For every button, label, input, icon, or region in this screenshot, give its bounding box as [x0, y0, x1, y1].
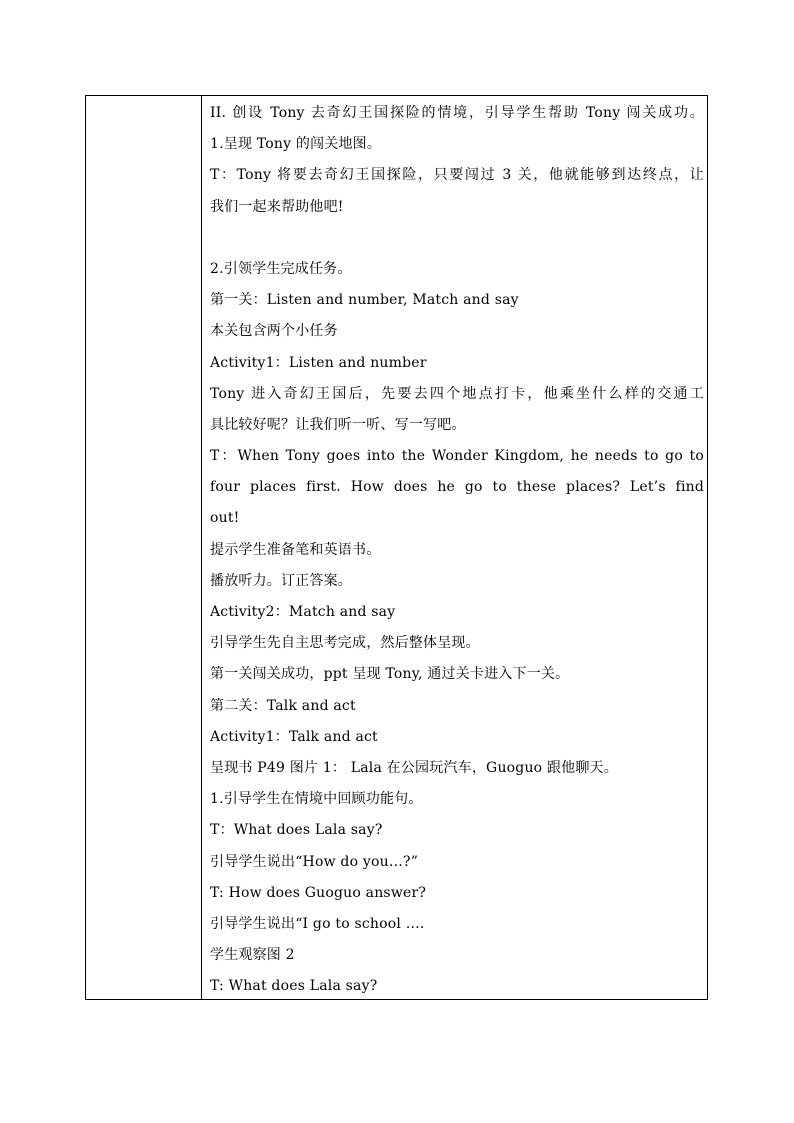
text-line: Activity1：Listen and number [210, 354, 427, 371]
text-line: 本关包含两个小任务 [210, 323, 338, 340]
text-line: 提示学生准备笔和英语书。 [210, 541, 381, 558]
text-line: 我们一起来帮助他吧! [210, 198, 344, 215]
text-line: T: How does Guoguo answer? [210, 884, 427, 901]
table-left-cell [86, 96, 202, 999]
text-line: Activity2：Match and say [210, 604, 396, 620]
text-line: four places first. How does he go to these places? Let’s find [210, 479, 704, 496]
text-line: 第一关闯关成功，ppt 呈现 Tony, 通过关卡进入下一关。 [210, 666, 570, 683]
lesson-table [85, 95, 708, 1000]
text-line: 播放听力。订正答案。 [210, 572, 352, 589]
text-line: 第二关：Talk and act [210, 697, 356, 714]
text-line: Activity1：Talk and act [210, 728, 378, 745]
text-line: 2.引领学生完成任务。 [210, 260, 352, 277]
text-line: out! [210, 510, 240, 527]
text-line: 引导学生说出“I go to school …. [210, 915, 425, 932]
text-line: 呈现书 P49 图片 1： Lala 在公园玩汽车，Guoguo 跟他聊天。 [210, 759, 618, 776]
blank-line [210, 223, 704, 254]
lesson-content [210, 98, 704, 1002]
table-right-cell [202, 96, 707, 999]
text-line: T：When Tony goes into the Wonder Kingdom, he needs to go to [210, 448, 704, 465]
text-line: 第一关：Listen and number, Match and say [210, 292, 519, 309]
text-line: 具比较好呢？让我们听一听、写一写吧。 [210, 416, 466, 433]
text-line: T：Tony 将要去奇幻王国探险，只要闯过 3 关，他就能够到达终点，让 [210, 167, 704, 184]
text-line: 1.引导学生在情境中回顾功能句。 [210, 791, 423, 808]
text-line: T：What does Lala say? [210, 822, 383, 839]
text-line: Tony 进入奇幻王国后，先要去四个地点打卡，他乘坐什么样的交通工 [210, 385, 704, 402]
text-line: II. 创设 Tony 去奇幻王国探险的情境，引导学生帮助 Tony 闯关成功。 [210, 105, 704, 121]
text-line: 1.呈现 Tony 的闯关地图。 [210, 136, 382, 153]
text-line: 引导学生说出“How do you…?” [210, 853, 419, 870]
text-line: T: What does Lala say? [210, 978, 378, 995]
text-line: 引导学生先自主思考完成，然后整体呈现。 [210, 635, 480, 652]
text-line: 学生观察图 2 [210, 947, 295, 964]
